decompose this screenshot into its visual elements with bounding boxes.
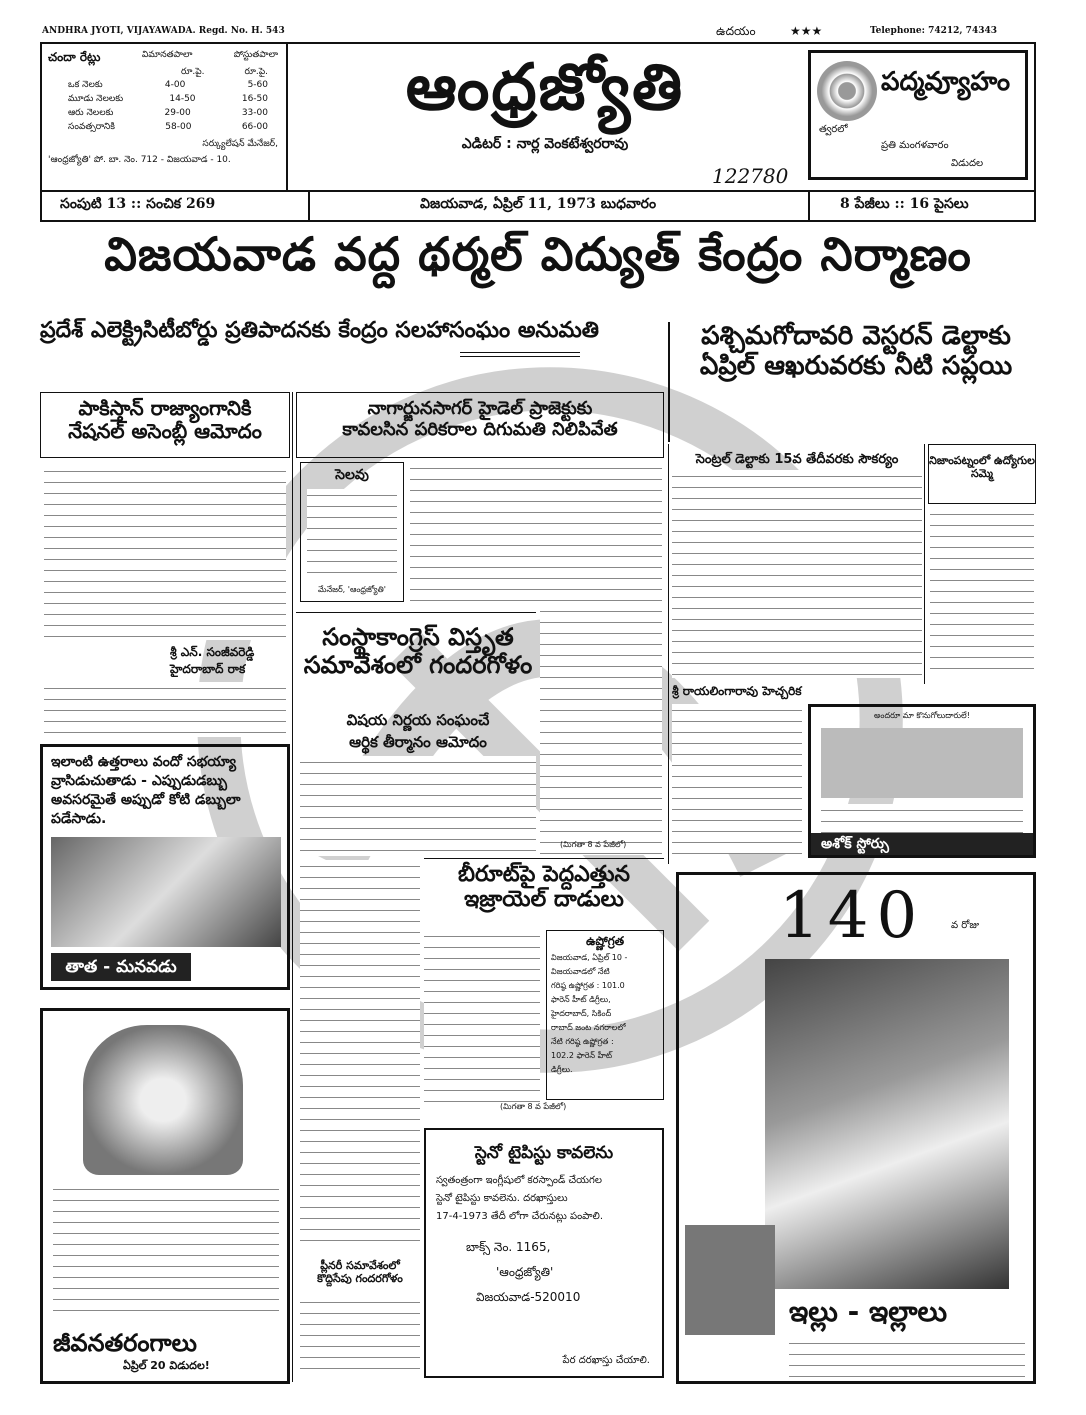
ad-steno-body-2: స్టెనో టైపిస్టు కావలెను. దరఖాస్తులు	[436, 1192, 568, 1204]
ad-140-number: 140	[779, 879, 926, 953]
subscription-cell-label: సంవత్సరానికి	[68, 122, 115, 132]
subscription-address: 'ఆంధ్రజ్యోతి' పో. బా. నెం. 712 - విజయవాడ - 10.	[48, 155, 231, 165]
main-headline: విజయవాడ వద్ద థర్మల్ విద్యుత్ కేంద్రం నిర్మాణం	[104, 227, 972, 281]
pakistan-head-2: నేషనల్ అసెంబ్లీ ఆమోదం	[68, 419, 262, 443]
ad-ashok-photo	[821, 728, 1023, 798]
subscription-cell-a: 4-00	[164, 80, 186, 90]
ad-tatha-line-4: పడేసాడు.	[51, 811, 107, 827]
beirut-head-1: బీరూట్‌పై పెద్దఎత్తున	[458, 862, 630, 887]
holiday-notice-title: సెలవు	[335, 467, 369, 483]
delta-body-2	[672, 704, 802, 854]
ad-line-3: విడుదల	[951, 158, 984, 169]
pakistan-body-2	[44, 682, 286, 737]
ad-illu-illalu	[676, 872, 1036, 1384]
nagarjuna-head-1: నాగార్జునసాగర్ హైడెల్ ప్రాజెక్టుకు	[367, 398, 593, 419]
ad-tatha-manavadu	[40, 744, 290, 990]
dateline: విజయవాడ, ఏప్రిల్ 11, 1973 బుధవారం	[420, 196, 657, 212]
stars: ★★★	[790, 24, 823, 38]
subscription-cell-label: ఒక నెలకు	[68, 80, 103, 90]
weather-line: విజయవాడ, ఏప్రిల్ 10 -	[551, 952, 628, 962]
subhead-right-line-1: పశ్చిమగోదావరి వెస్టరన్ డెల్టాకు	[701, 321, 1011, 351]
subscription-cell-a: 58-00	[165, 122, 192, 132]
congress-body	[300, 756, 536, 856]
ad-steno-box: బాక్స్ నెం. 1165,	[466, 1239, 551, 1254]
subhead-left: ప్రదేశ్ ఎలెక్ట్రిసిటీబోర్డు ప్రతిపాదనకు కేంద్రం సలహాసంఘం అనుమతి	[40, 318, 599, 343]
ad-emblem	[817, 61, 877, 121]
ad-tatha-line-1: ఇలాంటి ఉత్తరాలు వందో సభయ్యా	[51, 754, 237, 770]
subscription-cell-a: 14-50	[169, 94, 196, 104]
ad-140-small-photo	[685, 1225, 775, 1335]
weather-line: గరిష్ఠ ఉష్ణోగ్రత : 101.0	[551, 980, 625, 990]
ad-jeevana-date: ఏప్రిల్ 20 విడుదల!	[123, 1359, 210, 1372]
ad-steno-body	[426, 1164, 662, 1234]
ad-tatha-photo	[51, 837, 281, 947]
ad-140-poster	[765, 959, 1009, 1289]
pakistan-headline-box	[40, 392, 290, 458]
ad-tatha-line-3: అవసరమైతే అప్పుడో కోటి డబ్బులా	[51, 792, 241, 808]
nagarjuna-body	[410, 462, 662, 602]
ad-steno-paper: 'ఆంధ్రజ్యోతి'	[496, 1264, 554, 1279]
ad-steno-city: విజయవాడ-520010	[476, 1289, 581, 1304]
weather-box	[546, 930, 664, 1100]
ad-steno-title: స్టెనో టైపిస్టు కావలెను	[474, 1143, 614, 1163]
congress-sub2: ఆర్థిక తీర్మానం ఆమోదం	[349, 733, 487, 751]
strike-body	[930, 508, 1034, 678]
subscription-cell-label: మూడు నెలలకు	[68, 94, 124, 104]
nagarjuna-body-2	[540, 605, 662, 855]
ad-ashok-title: అశోక్ స్టోర్సు	[811, 833, 1033, 855]
sanjeeva-reddy-head: శ్రీ ఎన్. సంజీవరెడ్డి హైదరాబాద్ రాక	[170, 645, 255, 676]
delta-sub: సెంట్రల్ డెల్టాకు 15వ తేదీవరకు సౌకర్యం	[695, 452, 899, 467]
subhead-right-line-2: ఏప్రిల్ ఆఖరువరకు నీటి సప్లయి	[699, 350, 1013, 381]
congress-body-2	[300, 860, 420, 1250]
delta-body	[672, 470, 922, 678]
continued-note-1: (మిగతా 8 వ పేజీలో)	[560, 840, 627, 849]
weather-line: విజయవాడలో నేటి	[551, 966, 610, 976]
subscription-row	[48, 107, 278, 121]
subscription-cell-b: 33-00	[241, 108, 268, 118]
ad-tatha-line-2: వ్రాసిడుచుతాడు - ఎప్పుడుడబ్బు	[51, 773, 228, 789]
ad-tatha-text	[43, 747, 287, 835]
weather-line: హైదరాబాద్, సికింద్	[551, 1008, 612, 1018]
plenary-head-2: కొద్దిసేపు గందరగోళం	[317, 1271, 403, 1285]
handwritten-number: 122780	[712, 164, 789, 188]
ad-jeevana-tarangalu	[40, 1008, 290, 1384]
strike-head-box	[928, 444, 1036, 504]
congress-head-1: సంస్థాకాంగ్రెస్ విస్తృత	[322, 623, 514, 651]
volume-issue: సంపుటి 13 :: సంచిక 269	[60, 196, 216, 212]
nagarjuna-head-2: కావలసిన పరికరాల దిగుమతి నిలిపివేత	[342, 418, 618, 440]
subscription-row	[48, 121, 278, 135]
subscription-cell-b: 66-00	[241, 122, 268, 132]
weather-title: ఉష్ణోగ్రత	[585, 934, 625, 948]
congress-head-2: సమావేశంలో గందరగోళం	[303, 650, 533, 679]
ad-line-2: ప్రతి మంగళవారం	[881, 140, 949, 151]
ad-steno-body-3: 17-4-1973 తేదీ లోగా చేరునట్లు పంపాలి.	[436, 1210, 603, 1222]
weather-line: డిగ్రీలు.	[551, 1064, 573, 1074]
telephone-line: Telephone: 74212, 74343	[870, 26, 997, 36]
holiday-notice-sign: మేనేజర్, 'ఆంధ్రజ్యోతి'	[318, 585, 386, 595]
registration-line: ANDHRA JYOTI, VIJAYAWADA. Regd. No. H. 543	[42, 26, 285, 36]
weather-line: 102.2 ఫారెన్ హీట్	[551, 1050, 613, 1060]
ad-steno-footer: పేర దరఖాస్తు చేయాలి.	[562, 1355, 650, 1366]
ad-line-1: త్వరలో	[819, 124, 848, 135]
page-price: 8 పేజీలు :: 16 పైసలు	[840, 196, 969, 212]
ad-140-suffix: వ రోజు	[951, 920, 979, 931]
udayam-label: ఉదయం	[716, 24, 756, 38]
holiday-notice	[300, 462, 404, 602]
subscription-cell-b: 5-60	[247, 80, 268, 90]
subscription-title: చందా రేట్లు	[48, 50, 101, 64]
weather-line: రాబాద్ జంట నగరాలలో	[551, 1022, 626, 1032]
subscription-row	[48, 93, 278, 107]
nagarjuna-headline-box	[296, 392, 664, 458]
beirut-head-2: ఇజ్రాయెల్ దాడులు	[464, 887, 624, 913]
subscription-cell-label: ఆరు నెలలకు	[68, 108, 114, 118]
subscription-col2: పోస్టుతపాలా	[233, 50, 278, 60]
subscription-col1: విమానతపాలా	[141, 50, 193, 60]
ad-140-credits	[789, 1337, 1025, 1377]
congress-headline	[300, 624, 536, 679]
beirut-body	[424, 930, 540, 1110]
subscription-unit1: రూ.పై.	[181, 67, 205, 77]
weather-line: నేటి గరిష్ఠ ఉష్ణోగ్రత :	[551, 1036, 614, 1046]
plenary-body	[300, 1296, 420, 1376]
strike-head: నిజాంపట్నంలో ఉద్యోగుల సమ్మె	[929, 454, 1035, 480]
ad-steno-body-1: స్వతంత్రంగా ఇంగ్లీషులో కరస్పాండ్ చేయగల	[436, 1174, 602, 1186]
delta-sub2: శ్రీ రాయలింగారావు హెచ్చరిక	[672, 684, 802, 698]
subscription-box	[48, 50, 278, 185]
newspaper-title: ఆంధ్రజ్యోతి	[405, 51, 685, 125]
ad-ashok-tag: అందరూ మా కొనుగోలుదారులే!	[874, 711, 970, 720]
continued-note-2: (మిగతా 8 వ పేజీలో)	[500, 1102, 567, 1111]
congress-sub: విషయ నిర్ణయ సంఘంచే	[346, 711, 490, 729]
ad-padmavyuham	[808, 50, 1028, 180]
ad-jeevana-portrait	[83, 1025, 243, 1175]
ad-padmavyuham-title: పద్మవ్యూహం	[881, 67, 1011, 97]
weather-line: ఫారెన్ హీట్ డిగ్రీలు,	[551, 994, 611, 1004]
subscription-rows	[48, 79, 278, 135]
ad-tatha-title: తాత - మనవడు	[51, 953, 191, 981]
subscription-unit2: రూ.పై.	[244, 67, 268, 77]
ad-ashok-stores	[808, 704, 1036, 858]
ad-jeevana-text	[53, 1183, 279, 1313]
plenary-headline	[300, 1260, 420, 1285]
editor-line: ఎడిటర్ : నార్ల వెంకటేశ్వరరావు	[461, 136, 629, 152]
beirut-headline	[424, 862, 664, 913]
subscription-manager: సర్క్యులేషన్ మేనేజర్,	[202, 139, 278, 149]
weather-lines	[547, 949, 663, 1079]
ad-140-title: ఇల్లు - ఇల్లాలు	[789, 1295, 948, 1328]
plenary-head-1: ప్లీనరీ సమావేశంలో	[320, 1259, 400, 1272]
subscription-cell-b: 16-50	[241, 94, 268, 104]
pakistan-head-1: పాకిస్తాన్ రాజ్యాంగానికి	[78, 396, 252, 420]
subscription-row	[48, 79, 278, 93]
pakistan-body	[44, 465, 286, 640]
divider-ornament	[460, 352, 580, 357]
subscription-cell-a: 29-00	[164, 108, 191, 118]
ad-jeevana-title: జీవనతరంగాలు	[53, 1329, 197, 1357]
subhead-right	[676, 322, 1036, 382]
ad-steno-typist	[424, 1128, 664, 1378]
